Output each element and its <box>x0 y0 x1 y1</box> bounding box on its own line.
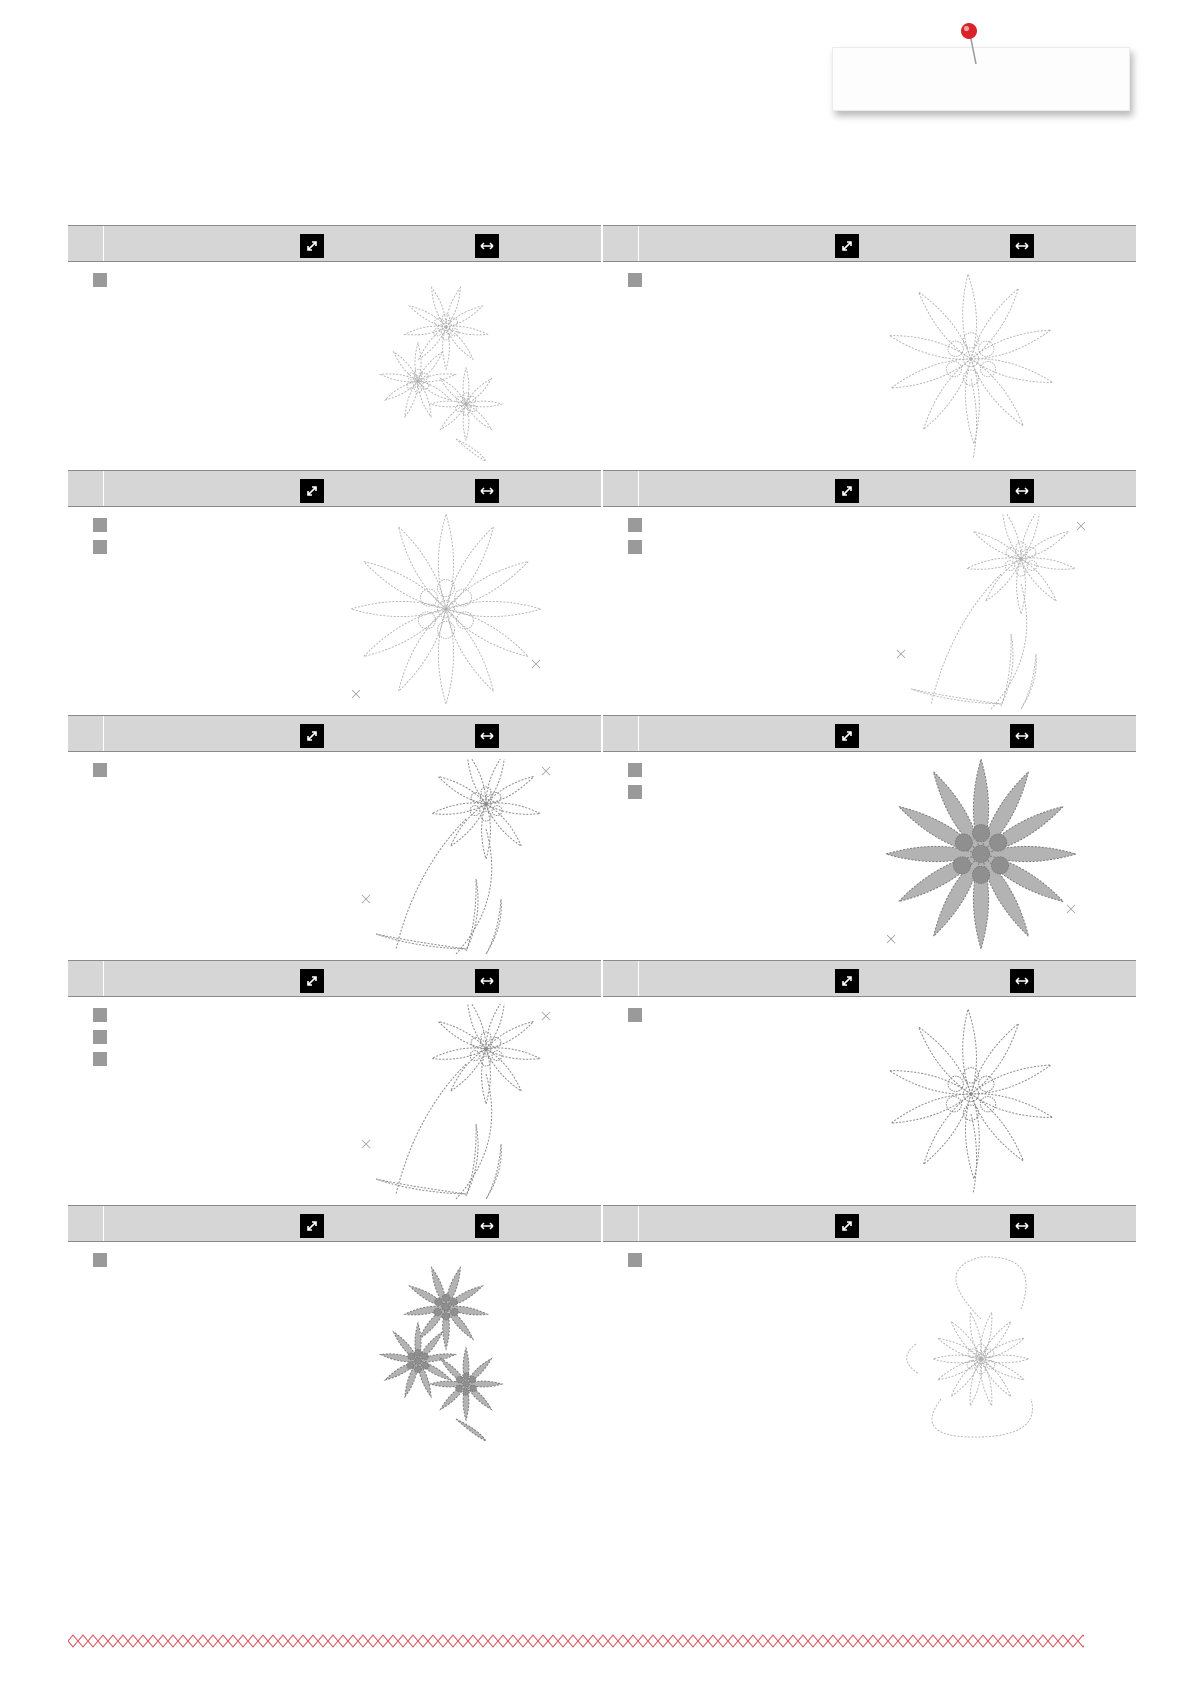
placement-cross <box>897 650 905 658</box>
resize-diagonal-icon <box>835 724 859 748</box>
petal-shape <box>451 1049 486 1091</box>
design-panel <box>603 225 1136 470</box>
header-index-cell <box>603 716 639 751</box>
embroidery-preview <box>336 1004 556 1200</box>
flower-center-dot <box>953 857 970 874</box>
flower-center-dot <box>450 1298 458 1306</box>
placement-cross <box>1077 522 1085 530</box>
motif-group <box>889 1009 1052 1194</box>
leaf-shape <box>486 1144 501 1199</box>
flower-center-dot <box>407 1362 414 1369</box>
placement-cross <box>887 935 895 943</box>
color-checkbox[interactable] <box>628 1253 642 1267</box>
petal-shape <box>966 1094 980 1179</box>
decorative-border <box>68 1634 1084 1648</box>
design-header-bar <box>68 715 601 752</box>
petal-shape <box>1021 532 1069 560</box>
header-index-cell <box>603 471 639 506</box>
resize-diagonal-icon <box>835 479 859 503</box>
petal-shape <box>971 289 1019 359</box>
color-checkbox-list <box>628 1253 642 1275</box>
petal-shape <box>467 1004 486 1049</box>
flower-center-dot <box>442 1312 450 1320</box>
flower-center-dot <box>1016 542 1026 552</box>
design-header-bar <box>603 470 1136 507</box>
flower-center-dot <box>972 845 989 862</box>
motif-group <box>897 514 1085 709</box>
color-checkbox-list <box>628 518 642 562</box>
petal-shape <box>451 804 486 846</box>
leaf-shape <box>376 934 466 949</box>
petal-shape <box>951 1359 981 1397</box>
flower-center-dot <box>463 1373 469 1379</box>
petal-shape <box>981 1355 1029 1363</box>
flower-center-dot <box>980 362 995 377</box>
petal-shape <box>418 374 455 382</box>
petal-shape <box>971 330 1051 359</box>
flower-center-dot <box>421 1353 428 1360</box>
embroidery-preview <box>336 269 556 465</box>
petal-shape <box>486 1022 534 1050</box>
motif-group <box>907 1257 1033 1437</box>
placement-cross <box>542 1012 550 1020</box>
flower-center-dot <box>463 1381 469 1387</box>
flower-center-dot <box>990 834 1007 851</box>
petal-shape <box>441 1384 466 1409</box>
width-arrows-icon <box>1010 969 1034 993</box>
petal-shape <box>971 1094 1053 1118</box>
width-arrows-icon <box>475 1214 499 1238</box>
width-arrows-icon <box>1010 234 1034 258</box>
petal-shape <box>971 359 1053 383</box>
flower-center-dot <box>955 834 972 851</box>
resize-diagonal-icon <box>835 1214 859 1238</box>
width-arrows-icon <box>1010 724 1034 748</box>
flower-center-dot <box>415 1349 422 1356</box>
color-checkbox[interactable] <box>93 1253 107 1267</box>
stem-line <box>456 829 492 954</box>
petal-shape <box>963 274 977 359</box>
design-panel <box>603 960 1136 1205</box>
petal-shape <box>966 359 980 444</box>
flower-center-dot <box>434 1308 442 1316</box>
petal-shape <box>466 379 491 404</box>
flower-center-dot <box>442 1294 450 1302</box>
color-checkbox[interactable] <box>93 518 107 532</box>
embroidery-preview <box>336 514 556 710</box>
resize-diagonal-icon <box>300 969 324 993</box>
motif-group <box>886 759 1076 949</box>
petal-shape <box>410 306 446 327</box>
petal-shape <box>486 777 534 805</box>
flower-center-dot <box>455 589 472 606</box>
flower-center-dot <box>415 1358 422 1365</box>
flower-center-dot <box>408 1353 415 1360</box>
petal-shape <box>467 759 486 804</box>
design-panel <box>68 960 601 1205</box>
color-checkbox[interactable] <box>628 518 642 532</box>
design-header-bar <box>603 225 1136 262</box>
color-checkbox-list <box>628 763 642 807</box>
color-checkbox[interactable] <box>628 785 642 799</box>
header-index-cell <box>603 1206 639 1241</box>
flower-center-dot <box>980 1097 995 1112</box>
petal-shape <box>446 601 541 616</box>
stem-line <box>931 574 1001 704</box>
placement-cross <box>532 660 540 668</box>
color-checkbox[interactable] <box>93 1030 107 1044</box>
resize-diagonal-icon <box>835 234 859 258</box>
petal-shape <box>923 1094 971 1164</box>
embroidery-preview <box>871 1249 1091 1445</box>
stem-line <box>907 1344 919 1374</box>
motif-group <box>381 1268 502 1441</box>
petal-shape <box>486 804 521 846</box>
petal-shape <box>438 777 486 805</box>
petal-shape <box>441 404 466 429</box>
header-index-cell <box>603 961 639 996</box>
color-checkbox[interactable] <box>628 273 642 287</box>
embroidery-preview <box>336 759 556 955</box>
petal-shape <box>486 803 540 814</box>
embroidery-preview <box>871 1004 1091 1200</box>
header-index-cell <box>68 471 104 506</box>
leaf-shape <box>456 439 486 461</box>
petal-shape <box>446 306 482 327</box>
design-header-bar <box>68 960 601 997</box>
resize-diagonal-icon <box>835 969 859 993</box>
width-arrows-icon <box>1010 479 1034 503</box>
flower-center-dot <box>481 787 491 797</box>
petal-shape <box>923 359 971 429</box>
placement-cross <box>362 1140 370 1148</box>
header-index-cell <box>68 716 104 751</box>
color-checkbox-list <box>93 1253 107 1275</box>
design-header-bar <box>68 470 601 507</box>
color-checkbox-list <box>93 763 107 785</box>
petal-shape <box>938 1338 981 1359</box>
embroidery-preview <box>871 759 1091 955</box>
flower-center-dot <box>972 866 989 883</box>
width-arrows-icon <box>475 479 499 503</box>
design-header-bar <box>603 715 1136 752</box>
petal-shape <box>973 532 1021 560</box>
leaf-shape <box>456 1419 486 1441</box>
petal-shape <box>986 559 1021 601</box>
flower-center-dot <box>972 825 989 842</box>
flower-center-dot <box>442 1303 450 1311</box>
width-arrows-icon <box>475 969 499 993</box>
motif-group <box>381 288 502 461</box>
flower-center-dot <box>422 382 429 389</box>
motif-group <box>362 759 550 954</box>
color-checkbox[interactable] <box>628 763 642 777</box>
flower-center-dot <box>463 1389 469 1395</box>
flower-center-dot <box>451 1308 459 1316</box>
leaf-shape <box>1021 654 1036 709</box>
petal-shape <box>1021 558 1075 569</box>
petal-shape <box>446 326 487 335</box>
petal-shape <box>1002 514 1021 559</box>
design-panel <box>603 715 1136 960</box>
design-panel <box>603 1205 1136 1450</box>
motif-group <box>362 1004 550 1199</box>
color-checkbox-list <box>628 1008 642 1030</box>
petal-shape <box>486 1004 505 1049</box>
petal-shape <box>432 803 486 814</box>
leaf-shape <box>911 689 1001 704</box>
color-checkbox[interactable] <box>93 273 107 287</box>
header-index-cell <box>68 226 104 261</box>
placement-cross <box>362 895 370 903</box>
stem-line <box>971 1114 977 1194</box>
petal-shape <box>441 379 466 404</box>
color-checkbox[interactable] <box>628 1008 642 1022</box>
petal-shape <box>418 381 451 400</box>
petal-shape <box>486 1049 521 1091</box>
petal-shape <box>486 759 505 804</box>
stem-line <box>396 1064 466 1194</box>
design-header-bar <box>603 1205 1136 1242</box>
stem-line <box>456 1074 492 1199</box>
design-header-bar <box>68 1205 601 1242</box>
petal-shape <box>438 1022 486 1050</box>
petal-shape <box>981 1359 1011 1397</box>
petal-shape <box>963 1009 977 1094</box>
leaf-shape <box>376 1179 466 1194</box>
petal-shape <box>419 327 446 359</box>
petal-shape <box>1021 514 1040 559</box>
flower-center-dot <box>948 341 963 356</box>
color-checkbox-list <box>628 273 642 295</box>
header-index-cell <box>603 226 639 261</box>
design-header-bar <box>603 960 1136 997</box>
flower-center-dot <box>963 333 978 348</box>
design-header-bar <box>68 225 601 262</box>
flower-center-dot <box>470 1385 476 1391</box>
petal-shape <box>967 558 1021 569</box>
design-panel <box>603 470 1136 715</box>
color-checkbox-list <box>93 273 107 295</box>
header-index-cell <box>68 961 104 996</box>
map-pin-icon <box>956 20 986 66</box>
petal-shape <box>446 327 473 359</box>
petal-shape <box>381 374 418 382</box>
color-checkbox[interactable] <box>93 763 107 777</box>
petal-shape <box>981 1338 1024 1359</box>
flower-center-dot <box>469 1376 475 1382</box>
flower-center-dot <box>991 857 1008 874</box>
flower-center-dot <box>415 1366 422 1373</box>
petal-shape <box>971 1024 1019 1094</box>
stem-line <box>932 1399 1032 1437</box>
flower-center-dot <box>435 1298 443 1306</box>
stem-line <box>396 819 466 949</box>
stem-line <box>991 584 1027 709</box>
color-checkbox[interactable] <box>628 540 642 554</box>
petal-shape <box>351 601 446 616</box>
design-panel <box>68 470 601 715</box>
resize-diagonal-icon <box>300 724 324 748</box>
leaf-shape <box>486 899 501 954</box>
design-panel <box>68 225 601 470</box>
petal-shape <box>432 1048 486 1059</box>
flower-center-dot <box>456 1385 462 1391</box>
flower-center-dot <box>434 328 442 336</box>
petal-shape <box>1021 559 1056 601</box>
petal-shape <box>971 1065 1051 1094</box>
width-arrows-icon <box>475 724 499 748</box>
embroidery-preview <box>336 1249 556 1445</box>
motif-group <box>889 274 1052 459</box>
design-panel <box>68 715 601 960</box>
resize-diagonal-icon <box>300 1214 324 1238</box>
petal-shape <box>430 401 466 407</box>
flower-center-dot <box>948 1076 963 1091</box>
color-checkbox-list <box>93 1008 107 1074</box>
motif-group <box>351 514 541 704</box>
width-arrows-icon <box>1010 1214 1034 1238</box>
stem-line <box>971 379 977 459</box>
color-checkbox[interactable] <box>93 1008 107 1022</box>
stem-line <box>956 1257 1026 1319</box>
embroidery-preview <box>871 269 1091 465</box>
flower-center-dot <box>481 1032 491 1042</box>
design-panel <box>68 1205 601 1450</box>
color-checkbox-list <box>93 518 107 562</box>
embroidery-preview <box>871 514 1091 710</box>
petal-shape <box>486 1048 540 1059</box>
petal-shape <box>405 326 446 335</box>
flower-center-dot <box>456 1376 462 1382</box>
color-checkbox[interactable] <box>93 1052 107 1066</box>
placement-cross <box>352 690 360 698</box>
placement-cross <box>1067 905 1075 913</box>
flower-center-dot <box>422 1362 429 1369</box>
width-arrows-icon <box>475 234 499 258</box>
placement-cross <box>542 767 550 775</box>
resize-diagonal-icon <box>300 479 324 503</box>
petal-shape <box>385 381 418 400</box>
header-index-cell <box>68 1206 104 1241</box>
resize-diagonal-icon <box>300 234 324 258</box>
color-checkbox[interactable] <box>93 540 107 554</box>
flower-center-dot <box>408 373 415 380</box>
